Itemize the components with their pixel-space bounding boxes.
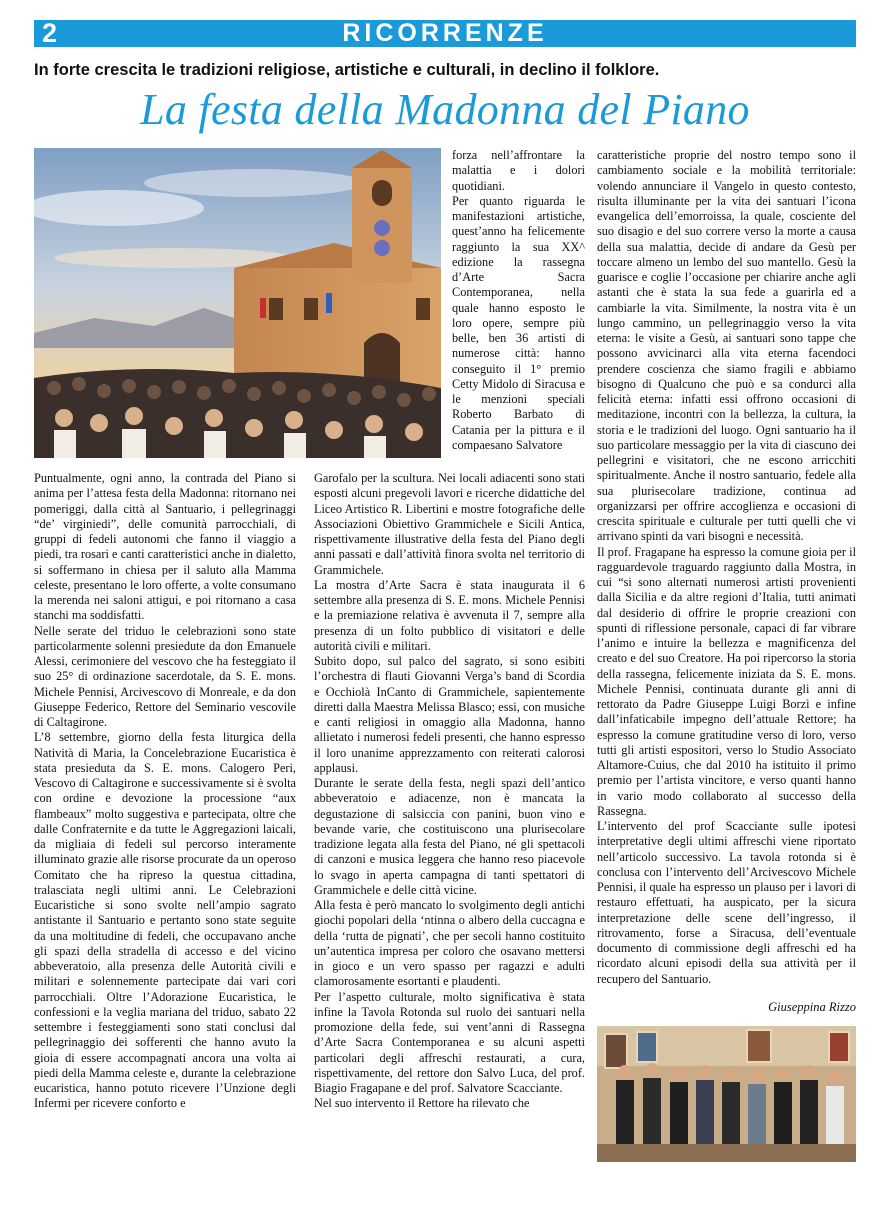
group-photo [597,1026,856,1162]
column-b-top [452,148,585,453]
paragraph: Per quanto riguarda le manifestazioni artistiche, quest’anno ha felicemente raggiunto la sua XX^ edizione la rassegna d’Arte Sacra Contemporanea, nella quale hanno esposto le loro opere, sempre più belle, ben 36 artisti di numerose città: hanno conseguito il 1° premio Cetty Midolo di Siracusa e le menzioni speciali Roberto Barbato di Catania per la pittura e il compaesano Salvatore [452,193,585,452]
article-title: La festa della Madonna del Piano [140,85,750,134]
paragraph: Subito dopo, sul palco del sagrato, si sono esibiti l’orchestra di flauti Giovanni Verga’s band di Scordia e Occhiolà InCanto di Grammichele, sapientemente diretti dalla Maestra Melissa Blasco; essi, con musiche e canti religiosi in omaggio alla Madonna, hanno allietato i numerosi fedeli presenti, che hanno espresso il loro unanime apprezzamento con reiterati calorosi applausi. [314,654,585,775]
paragraph: L’8 settembre, giorno della festa liturgica della Natività di Maria, la Concelebrazione Eucaristica è stata presieduta da S. E. mons. Calogero Peri, Vescovo di Caltagirone e successivamente si è svolta con ordine e devozione la processione “aux flambeaux” molto suggestiva e partecipata, oltre che dalle Confraternite e da tutte le Aggregazioni laicali, da migliaia di fedeli sul percorso interamente illuminato grazie alle risorse procurate da un operoso Comitato che ha ripreso la questua cittadina, tralasciata negli ultimi anni. Le Celebrazioni Eucaristiche si sono svolte nell’ampio sagrato antistante il Santuario e pertanto sono state seguite da una moltitudine di fedeli, che occupavano anche gli spazi della stradella di accesso e del vicino abbeveratoio, alla presenza delle Autorità civili e militari e solennemente partecipate dai vari cori parrocchiali. Oltre l’Adorazione Eucaristica, le confessioni e la veglia mariana del triduo, sabato 22 settembre i festeggiamenti sono stati conclusi dal pellegrinaggio dei sofferenti che hanno avuto la gioia di essere accompagnati ancora una volta ai piedi della Mamma celeste e, durante la celebrazione eucaristica, hanno potuto ricevere l’Unzione degli Infermi per ricevere conforto e [34,730,296,1111]
paragraph: Puntualmente, ogni anno, la contrada del Piano si anima per l’attesa festa della Madonna: ritornano nei pomeriggi, dalla città al Santuario, i pellegrinaggi “de’ virginiedi”, delle comunità parrocchiali, di gruppi di fedeli autonomi che fanno il viaggio a piedi, tra rosari e canti caratteristici anche in dialetto, si soffermano in chiesa per il saluto alla Mamma celeste, presentano le loro offerte, a volte consumano la merenda nei saloni attigui, e poi ritornano a casa stanchi ma soddisfatti. [34,471,296,623]
paragraph: L’intervento del prof Scacciante sulle ipotesi interpretative degli ultimi affreschi viene riportato nell’articolo successivo. La tavola rotonda si è conclusa con l’intervento dell’Arcivescovo Michele Pennisi, il quale ha espresso un plauso per i lavori di restauro effettuati, ha auspicato, per la sicura interpretazione delle scene dell’ingresso, il ritrovamento, forse a Siracusa, dell’eventuale documento di commissione degli affreschi ed ha ricordato alcuni episodi della sua attività per il recupero del Santuario. [597,819,856,986]
paragraph: Per l’aspetto culturale, molto significativa è stata infine la Tavola Rotonda sul ruolo dei santuari nella promozione della fede, sui vent’anni di Rassegna d’Arte Sacra Contemporanea e su alcuni aspetti particolari degli affreschi restaurati, a cura, rispettivamente, del rettore don Salvo Luca, del prof. Biagio Fragapane e del prof. Salvatore Scacciante. [314,989,585,1095]
paragraph: La mostra d’Arte Sacra è stata inaugurata il 6 settembre alla presenza di S. E. mons. Michele Pennisi e la premiazione relativa è avvenuta il 7, sempre alla presenza di un folto pubblico di visitatori e delle autorità civili e militari. [314,577,585,653]
column-a [34,471,296,1112]
sanctuary-illustration [34,148,441,458]
paragraph: forza nell’affrontare la malattia e i dolori quotidiani. [452,148,585,193]
column-b [314,471,585,1112]
page-number: 2 [42,18,58,48]
paragraph: Garofalo per la scultura. Nei locali adiacenti sono stati esposti alcuni pregevoli lavori e ricerche didattiche del Liceo Artistico R. Libertini e mostre fotografiche delle Associazioni Obiettivo Grammichele e Sicili Antica, rispettivamente illustrative della festa del Piano degli anni passati e dall’attività finora svolta nel territorio di Grammichele. [314,471,585,577]
author-signature: Giuseppina Rizzo [768,1000,856,1014]
paragraph: Il prof. Fragapane ha espresso la comune gioia per il ragguardevole traguardo raggiunto dalla Mostra, in cui “si sono alternati numerosi artisti provenienti dalla Sicilia e da altre regioni d’Italia, tutti animati dal desiderio di offrire le proprie creazioni con spunti di riflessione personale, capaci di far vibrare l’animo e intuire la bellezza e magnificenza del creato e del suo Creatore. Ha poi ripercorso la storia della rassegna, felicemente iniziata da S. E. mons. Michele Pennisi, continuata durante gli anni di rettorato da Padre Giuseppe Luigi Borzì e infine dall’infaticabile impegno dell’attuale Rettore; ha espresso la comune gratitudine verso di loro, verso tutti gli artisti espositori, verso lo Studio Associato Altamore-Cuius, che dal 2010 ha istituito il primo premio per l’artista vincitore, e verso quanti hanno in vario modo collaborato al successo della Rassegna. [597,544,856,818]
section-title: RICORRENZE [342,19,548,47]
paragraph: Alla festa è però mancato lo svolgimento degli antichi giochi popolari della ‘ntinna o albero della cuccagna e della ‘rutta de pignati’, che per secoli hanno costituito un’autentica impresa per coloro che osavano mettersi in gioco e un vero spasso per ragazzi e adulti clamorosamente esortanti e plaudenti. [314,898,585,989]
section-header-bar [34,20,856,47]
sanctuary-photo [34,148,441,458]
paragraph: caratteristiche proprie del nostro tempo sono il cambiamento sociale e la mobilità territoriale: volendo annunciare il Vangelo in questo contesto, risulta illuminante per la vita dei santuari l’icona evangelica dell’emorroissa, la quale, cosciente del suo disagio e del suo correre verso la morte a causa della sua malattia, decide di andare da Gesù per toccare almeno un lembo del suo mantello. Gesù la guarisce e coglie l’occasione per chiarire anche agli astanti che è stata la sua fede a guarirla ed a cambiarle la vita. Similmente, la nostra vita è un lungo cammino, un pellegrinaggio verso la vita eterna: le visite a Gesù, ai santuari sono tappe che possono avvicinarci alla vita eterna facendoci prendere coscienza che siamo fragili e abbiamo bisogno di Qualcuno che può e sa condurci alla felicità eterna: infatti essi offrono occasioni di meditazione, incontri con la bellezza, la cultura, la storia e le tradizioni del luogo. Ogni santuario ha il suo particolare messaggio per la vita di ciascuno dei pellegrini e visitatori, che ne escono arricchiti spiritualmente. Anche il nostro santuario, fedele alla sua plurisecolare tradizione, continua ad organizzarsi per offrire accoglienza e occasioni di crescita spirituale e culturale per tutti quelli che vi arrivano spinti da vari bisogni e necessità. [597,148,856,544]
paragraph: Nelle serate del triduo le celebrazioni sono state particolarmente solenni presiedute da don Emanuele Alessi, cerimoniere del vescovo che ha festeggiato il suo 25° di ordinazione sacerdotale, da S. E. mons. Michele Pennisi, Arcivescovo di Monreale, e da don Giuseppe Federico, Rettore del Seminario vescovile di Caltagirone. [34,623,296,729]
column-c [597,148,856,987]
paragraph: Nel suo intervento il Rettore ha rilevato che [314,1096,530,1111]
article-subtitle: In forte crescita le tradizioni religiose, artistiche e culturali, in declino il folklore. [34,61,660,79]
paragraph: Durante le serate della festa, negli spazi dell’antico abbeveratoio e adiacenze, non è mancata la degustazione di salsiccia con panini, buon vino e bevande varie, che costituiscono una plurisecolare tradizione legata alla festa del Piano, né gli spettacoli di canzoni e musica leggera che hanno reso piacevole lo svago in aperta campagna di tanti spettatori di Grammichele e delle città vicine. [314,776,585,897]
group-illustration [597,1026,856,1162]
